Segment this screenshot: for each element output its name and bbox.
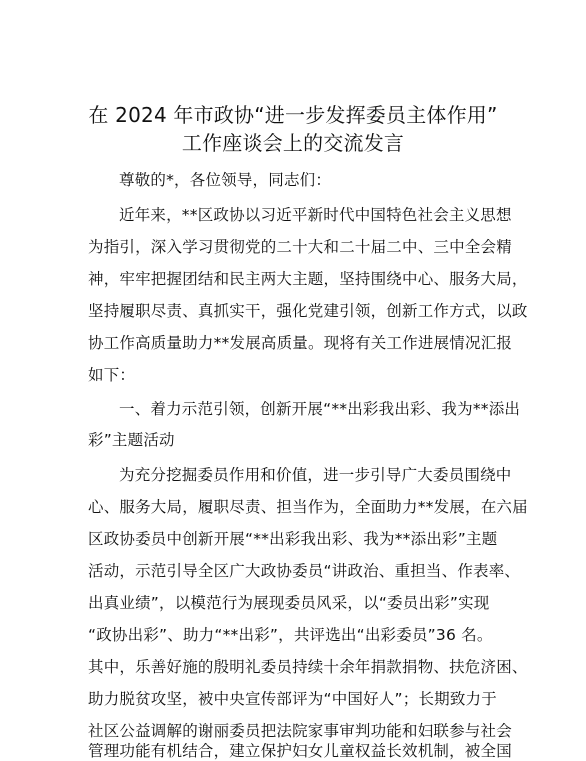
paragraph-3-line: 其中，乐善好施的殷明礼委员持续十余年捐款捐物、扶危济困、 xyxy=(88,658,528,676)
paragraph-3-line: 助力脱贫攻坚，被中央宣传部评为“中国好人”；长期致力于 xyxy=(88,690,497,708)
document-title-line-2: 工作座谈会上的交流发言 xyxy=(181,131,405,155)
paragraph-3-line: 社区公益调解的谢丽委员把法院家事审判功能和妇联参与社会 xyxy=(88,722,512,740)
paragraph-1-line: 协工作高质量助力**发展高质量。现将有关工作进展情况汇报 xyxy=(88,334,513,352)
section-heading-line: 一、着力示范引领，创新开展“**出彩我出彩、我为**添出 xyxy=(119,400,521,418)
document-title-line-1: 在 2024 年市政协“进一步发挥委员主体作用” xyxy=(88,103,498,127)
salutation: 尊敬的*，各位领导，同志们： xyxy=(119,171,332,189)
paragraph-3-line: 区政协委员中创新开展“**出彩我出彩、我为**添出彩”主题 xyxy=(88,530,498,548)
paragraph-3-line: “政协出彩”、助力“**出彩”，共评选出“出彩委员”36 名。 xyxy=(88,626,493,644)
paragraph-3-line: 为充分挖掘委员作用和价值，进一步引导广大委员围绕中 xyxy=(119,466,512,484)
paragraph-1-line: 近年来，**区政协以习近平新时代中国特色社会主义思想 xyxy=(119,206,512,224)
paragraph-3-line: 管理功能有机结合，建立保护妇女儿童权益长效机制，被全国 xyxy=(88,742,512,760)
paragraph-3-line: 活动，示范引导全区广大政协委员“讲政治、重担当、作表率、 xyxy=(88,562,521,580)
paragraph-1-line: 如下： xyxy=(88,366,136,384)
paragraph-1-line: 神，牢牢把握团结和民主两大主题，坚持围绕中心、服务大局， xyxy=(88,270,528,288)
paragraph-3-line: 心、服务大局，履职尽责、担当作为，全面助力**发展，在六届 xyxy=(88,498,528,516)
paragraph-1-line: 为指引，深入学习贯彻党的二十大和二十届二中、三中全会精 xyxy=(88,238,512,256)
section-heading-line: 彩”主题活动 xyxy=(88,431,175,449)
paragraph-1-line: 坚持履职尽责、真抓实干，强化党建引领，创新工作方式，以政 xyxy=(88,302,528,320)
paragraph-3-line: 出真业绩”，以模范行为展现委员风采，以“委员出彩”实现 xyxy=(88,594,490,612)
